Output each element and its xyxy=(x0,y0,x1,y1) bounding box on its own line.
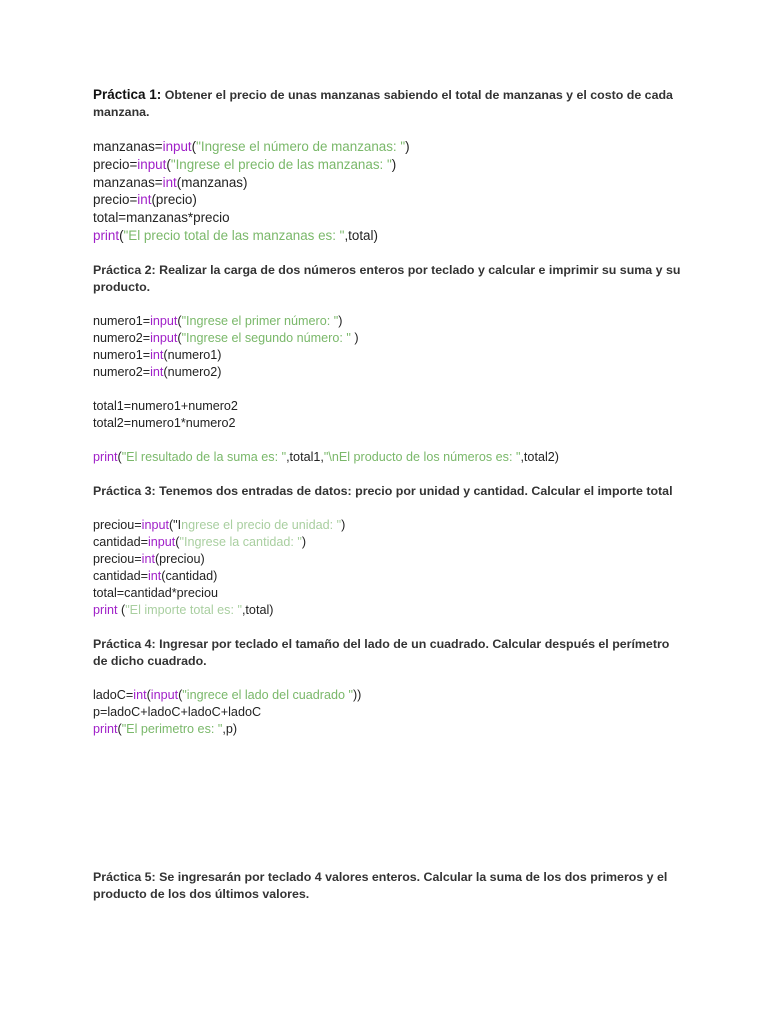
practice-2-code xyxy=(93,313,683,466)
code-line: numero2=input("Ingrese el segundo número: " ) xyxy=(93,330,359,345)
code-line: cantidad=int(cantidad) xyxy=(93,568,218,583)
practice-3-code xyxy=(93,517,683,619)
practice-1-code xyxy=(93,138,683,245)
code-line: print("El resultado de la suma es: ",total1,"\nEl producto de los números es: ",total2) xyxy=(93,449,559,464)
code-line: print("El perimetro es: ",p) xyxy=(93,721,238,736)
code-line: precio=input("Ingrese el precio de las manzanas: ") xyxy=(93,156,397,172)
code-line: preciou=input("Ingrese el precio de unidad: ") xyxy=(93,517,346,532)
code-line: numero1=input("Ingrese el primer número: ") xyxy=(93,313,343,328)
code-line: total=cantidad*preciou xyxy=(93,585,218,600)
practice-5-heading: Práctica 5: Se ingresarán por teclado 4 valores enteros. Calcular la suma de los dos primeros y el producto de los dos últimos valores. xyxy=(93,869,668,901)
code-line: manzanas=input("Ingrese el número de manzanas: ") xyxy=(93,139,410,154)
practice-2-heading: Práctica 2: Realizar la carga de dos números enteros por teclado y calcular e imprimir su suma y su producto. xyxy=(93,262,681,294)
code-line: numero1=int(numero1) xyxy=(93,347,222,362)
practice-4-heading: Práctica 4: Ingresar por teclado el tamaño del lado de un cuadrado. Calcular después el perímetro de dicho cuadrado. xyxy=(93,636,670,668)
practice-1-lead: Práctica 1: xyxy=(93,87,162,102)
code-line: manzanas=int(manzanas) xyxy=(93,174,248,190)
code-line: numero2=int(numero2) xyxy=(93,364,222,379)
practice-1-heading xyxy=(93,86,683,121)
code-line: precio=int(precio) xyxy=(93,192,197,208)
document-body xyxy=(93,86,683,903)
practice-3-heading: Práctica 3: Tenemos dos entradas de datos: precio por unidad y cantidad. Calcular el importe total xyxy=(93,483,673,498)
code-line: total1=numero1+numero2 xyxy=(93,398,238,413)
code-line: cantidad=input("Ingrese la cantidad: ") xyxy=(93,534,307,549)
practice-4-code xyxy=(93,687,683,738)
practice-1-text: Obtener el precio de unas manzanas sabiendo el total de manzanas y el costo de cada manzana. xyxy=(93,88,673,119)
code-line: print ("El importe total es: ",total) xyxy=(93,602,274,617)
code-line: ladoC=int(input("ingrece el lado del cuadrado ")) xyxy=(93,687,362,702)
code-line: print("El precio total de las manzanas es: ",total) xyxy=(93,227,378,243)
code-line: total2=numero1*numero2 xyxy=(93,415,236,430)
code-line: p=ladoC+ladoC+ladoC+ladoC xyxy=(93,704,262,719)
code-line: preciou=int(preciou) xyxy=(93,551,205,566)
code-line: total=manzanas*precio xyxy=(93,210,230,226)
